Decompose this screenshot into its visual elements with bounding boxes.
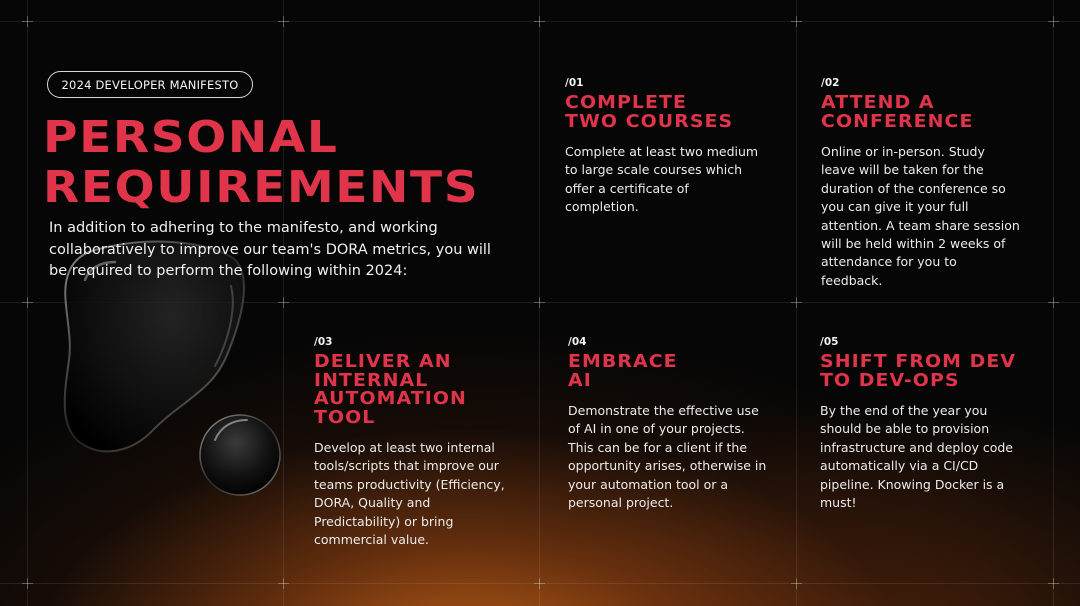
card-title-line: AI [568,370,592,391]
grid-cross-marker [22,578,33,589]
card-title-line: ATTEND A [821,93,935,113]
card-number: /05 [820,336,839,348]
card-description: By the end of the year you should be able to provision infrastructure and deploy code automatically via a CI/CD pipeline. Knowing Docker is a must! [820,403,1013,511]
title-line: REQUIREMENTS [43,162,480,213]
card-description: Demonstrate the effective use of AI in one of your projects. This can be for a client if the opportunity arises, otherwise in your automation tool or a personal project. [568,403,767,511]
manifesto-badge: 2024 DEVELOPER MANIFESTO [47,71,253,98]
grid-cross-marker [1048,578,1059,589]
grid-cross-marker [1048,16,1059,27]
grid-cross-marker [534,578,545,589]
card-number: /01 [565,77,584,89]
card-title [820,353,1036,390]
card-title-line: DELIVER AN [314,352,452,372]
card-title-line: COMPLETE [565,93,688,113]
card-number: /03 [314,336,333,348]
card-title-line: SHIFT FROM DEV [820,352,1017,372]
title-line: PERSONAL [43,112,339,163]
requirement-card-01 [565,77,765,217]
grid-cross-marker [534,297,545,308]
grid-cross-marker [791,578,802,589]
grid-cross-marker [534,16,545,27]
grid-cross-marker [1048,297,1059,308]
card-title-line: CONFERENCE [821,111,974,132]
requirement-card-04 [568,336,768,512]
card-description: Complete at least two medium to large scale courses which offer a certificate of completion. [565,144,759,215]
intro-text: In addition to adhering to the manifesto, and working collaboratively to improve our team's DORA metrics, you will be required to perform the following within 2024: [49,220,491,279]
grid-cross-marker [791,297,802,308]
grid-cross-marker [22,16,33,27]
card-title-line: TO DEV-OPS [820,370,960,391]
card-number: /02 [821,77,840,89]
card-title [565,94,781,131]
grid-cross-marker [22,297,33,308]
page-title [43,113,479,213]
requirement-card-02 [821,77,1021,290]
requirement-card-03 [314,336,506,549]
grid-cross-marker [278,578,289,589]
card-number: /04 [568,336,587,348]
card-title [314,353,521,427]
card-title-line: AUTOMATION [314,389,467,409]
card-title-line: TWO COURSES [565,111,734,132]
card-title [821,94,1037,131]
grid-cross-marker [791,16,802,27]
card-description: Develop at least two internal tools/scripts that improve our teams productivity (Efficiency, DORA, Quality and Predictability) or bring commercial value. [314,440,505,548]
grid-cross-marker [278,16,289,27]
requirement-card-05 [820,336,1020,512]
card-title-line: INTERNAL [314,370,429,391]
card-title [568,353,784,390]
card-title-line: EMBRACE [568,352,678,372]
card-title-line: TOOL [314,407,376,428]
card-description: Online or in-person. Study leave will be taken for the duration of the conference so you can give it your full attention. A team share session will be held within 2 weeks of attendance for you to feedback. [821,144,1020,288]
